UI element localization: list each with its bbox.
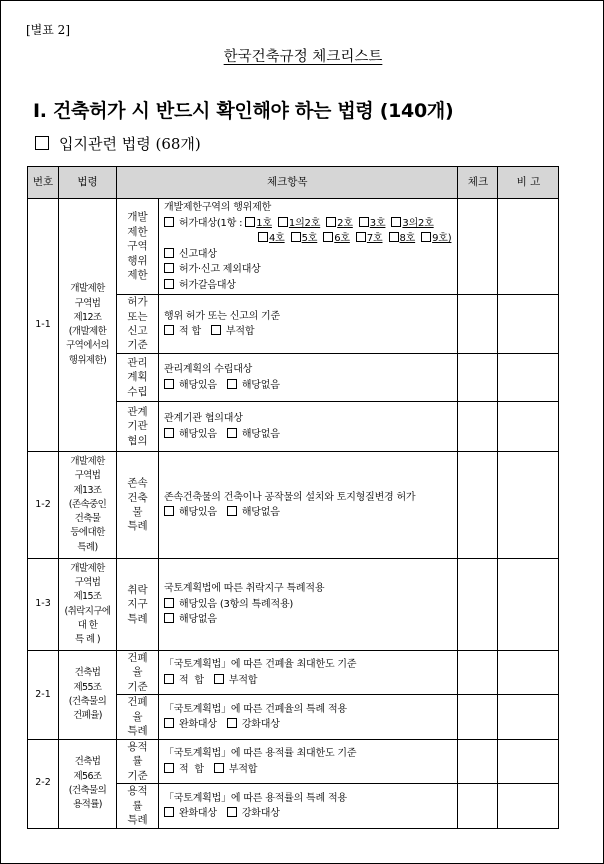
sub-label-line: 특례	[127, 725, 148, 738]
checkbox[interactable]	[291, 232, 301, 242]
option-line	[164, 325, 457, 339]
sub-label-line: 기준	[127, 680, 148, 693]
checkbox[interactable]	[164, 325, 174, 335]
table-row	[28, 199, 559, 295]
sub-label-line: 제한	[127, 269, 148, 282]
sub-label-line: 기준	[127, 339, 148, 352]
permit-option: 9호)	[432, 233, 452, 244]
permit-option: 1호	[256, 217, 272, 229]
law-line: 행위제한)	[68, 354, 107, 366]
table-row	[28, 559, 559, 651]
law-line: 제12조	[73, 311, 102, 323]
option-label: 허가갈음대상	[179, 279, 236, 291]
law-reference	[59, 452, 117, 559]
sub-category-label	[117, 402, 159, 452]
option-line	[164, 506, 457, 520]
check-item-cell	[159, 402, 458, 452]
law-line: 개발제한	[70, 562, 105, 574]
check-item-heading: 국토계획법에 따른 취락지구 특례적용	[164, 583, 325, 595]
checkbox[interactable]	[326, 217, 336, 227]
sub-label-line: 개발	[127, 211, 148, 224]
option-line	[164, 379, 457, 393]
law-line: (개발제한	[68, 326, 107, 337]
sub-label-line: 계획	[127, 371, 148, 384]
sub-label-line: 건축	[127, 491, 148, 504]
sub-label-line: 기준	[127, 769, 148, 782]
law-line: 건축법	[74, 756, 101, 768]
law-line: (건축물의	[68, 695, 107, 707]
permit-option: 6호	[334, 233, 350, 244]
option-label: 해당없음	[241, 428, 280, 440]
sub-label-line: 건폐	[127, 652, 148, 664]
law-reference	[59, 651, 117, 740]
checkbox[interactable]	[391, 217, 401, 227]
law-line: 제56조	[73, 770, 102, 782]
option-label: 적 합	[179, 763, 204, 775]
sub-label-line: 율	[132, 710, 143, 723]
permit-option: 4호	[269, 233, 285, 244]
sub-category-label	[117, 695, 159, 739]
option-label: 해당있음	[179, 379, 217, 391]
header-no: 번호	[28, 167, 59, 199]
check-cell[interactable]	[458, 199, 498, 295]
option-label: 부적합	[228, 674, 258, 686]
row-number: 2-1	[28, 651, 59, 740]
checkbox[interactable]	[227, 379, 237, 389]
option-line	[164, 674, 457, 688]
checkbox[interactable]	[164, 763, 174, 773]
checkbox[interactable]	[227, 718, 237, 728]
check-item-heading: 개발제한구역의 행위제한	[164, 202, 272, 213]
option-label: 해당있음 (3항의 특례적용)	[179, 598, 294, 610]
checkbox[interactable]	[211, 325, 221, 335]
row-number: 1-1	[28, 199, 59, 452]
checkbox[interactable]	[323, 232, 333, 242]
checkbox[interactable]	[164, 248, 174, 258]
sub-label-line: 관계	[127, 405, 148, 418]
remarks-cell[interactable]	[498, 402, 559, 452]
option-line	[164, 763, 457, 777]
law-reference	[59, 739, 117, 828]
option-line	[164, 807, 457, 821]
law-line: 건폐율)	[73, 710, 102, 722]
sub-label-line: 특례	[127, 520, 148, 533]
sub-label-line: 특례	[127, 612, 148, 625]
option-label: 완화대상	[179, 808, 217, 820]
checkbox[interactable]	[389, 232, 399, 242]
check-cell[interactable]	[458, 559, 498, 651]
sub-category-label	[117, 199, 159, 295]
check-item-heading: 「국토계획법」에 따른 건폐율의 특례 적용	[164, 703, 347, 715]
law-line: 용적률)	[73, 799, 102, 811]
law-line: 제55조	[73, 681, 102, 693]
check-item-cell	[159, 784, 458, 828]
option-label: 강화대상	[241, 719, 280, 731]
permit-option: 8호	[399, 233, 416, 244]
sub-category-label	[117, 784, 159, 828]
check-cell[interactable]	[458, 402, 498, 452]
remarks-cell[interactable]	[498, 295, 559, 354]
remarks-cell[interactable]	[498, 199, 559, 295]
check-item-cell	[159, 452, 458, 559]
law-line: 구역법	[74, 470, 101, 482]
sub-label-line: 물	[132, 506, 143, 518]
check-item-cell	[159, 739, 458, 783]
law-line: 대 한	[77, 619, 98, 631]
checkbox[interactable]	[356, 232, 366, 242]
remarks-cell[interactable]	[498, 354, 559, 402]
law-line: (건축물의	[68, 784, 107, 796]
checkbox[interactable]	[164, 807, 174, 817]
option-label: 부적합	[225, 326, 255, 337]
option-label: 강화대상	[241, 808, 280, 820]
square-bullet-icon	[35, 136, 49, 150]
table-row	[28, 739, 559, 783]
sub-label-line: 관리	[127, 356, 148, 369]
checkbox[interactable]	[164, 598, 174, 608]
law-reference	[59, 559, 117, 651]
permit-option: 2호	[337, 217, 353, 229]
check-item-heading: 행위 허가 또는 신고의 기준	[164, 310, 280, 322]
check-cell[interactable]	[458, 739, 498, 783]
sub-label-line: 건폐	[127, 696, 148, 709]
option-line	[164, 598, 457, 612]
checkbox[interactable]	[164, 613, 174, 623]
law-line: (존속중인	[68, 498, 107, 510]
checkbox[interactable]	[164, 428, 174, 438]
checkbox[interactable]	[258, 232, 268, 242]
sub-category-label	[117, 651, 159, 695]
option-label: 허가·신고 제외대상	[179, 264, 261, 275]
table-row	[28, 452, 559, 559]
sub-label-line: 용적	[127, 785, 148, 798]
checkbox[interactable]	[164, 674, 174, 684]
checkbox[interactable]	[421, 232, 431, 242]
option-label: 해당있음	[179, 428, 217, 440]
option-line	[164, 613, 457, 627]
remarks-cell[interactable]	[498, 651, 559, 695]
law-line: 건축법	[74, 667, 101, 679]
table-row	[28, 651, 559, 695]
check-cell[interactable]	[458, 452, 498, 559]
option-line	[164, 263, 457, 277]
law-line: 개발제한	[70, 283, 105, 295]
check-item-heading: 관계기관 협의대상	[164, 413, 243, 424]
row-number: 2-2	[28, 739, 59, 828]
remarks-cell[interactable]	[498, 695, 559, 739]
check-cell[interactable]	[458, 651, 498, 695]
header-check: 체크	[458, 167, 498, 199]
check-item-cell	[159, 354, 458, 402]
row-number: 1-3	[28, 559, 59, 651]
document-title: 한국건축규정 체크리스트	[223, 49, 383, 65]
check-item-cell	[159, 295, 458, 354]
permit-option: 1의2호	[288, 217, 321, 229]
permit-label: 허가대상(1항 :	[179, 217, 246, 229]
sub-label-line: 허가	[127, 296, 148, 309]
law-line: 특례)	[77, 541, 98, 553]
sub-label-line: 구역	[127, 240, 148, 253]
sub-category-label	[117, 354, 159, 402]
row-number: 1-2	[28, 452, 59, 559]
check-cell[interactable]	[458, 295, 498, 354]
header-law: 법령	[59, 167, 117, 199]
checkbox[interactable]	[227, 807, 237, 817]
header-remarks: 비 고	[498, 167, 559, 199]
checkbox[interactable]	[164, 263, 174, 273]
check-item-heading: 「국토계획법」에 따른 용적률의 특례 적용	[164, 792, 347, 804]
check-cell[interactable]	[458, 354, 498, 402]
sub-label-line: 률	[132, 755, 143, 768]
sub-label-line: 신고	[127, 325, 148, 337]
checkbox[interactable]	[164, 506, 174, 516]
permit-option: 3의2호	[402, 217, 434, 229]
sub-category-label	[117, 739, 159, 783]
sub-label-line: 특례	[127, 814, 148, 827]
law-reference	[59, 199, 117, 452]
sub-label-line: 률	[132, 799, 143, 812]
sub-label-line: 협의	[127, 434, 148, 447]
checkbox[interactable]	[227, 428, 237, 438]
option-label: 해당없음	[241, 507, 280, 518]
checkbox[interactable]	[278, 217, 288, 227]
option-label: 적 합	[179, 326, 201, 337]
check-item-heading: 「국토계획법」에 따른 건폐율 최대한도 기준	[164, 659, 357, 671]
sub-label-line: 수립	[127, 385, 148, 398]
permit-option: 3호	[369, 217, 386, 229]
check-item-cell	[159, 199, 458, 295]
checkbox[interactable]	[164, 217, 174, 227]
option-label: 해당없음	[179, 614, 217, 626]
sub-label-line: 기관	[127, 420, 148, 433]
remarks-cell[interactable]	[498, 559, 559, 651]
checklist-table	[27, 166, 559, 829]
sub-category-label	[117, 559, 159, 651]
law-line: 건축물	[74, 513, 101, 525]
subsection-title: 입지관련 법령 (68개)	[35, 133, 201, 154]
option-label: 적 합	[179, 674, 204, 686]
option-line	[164, 279, 457, 293]
sub-label-line: 행위	[127, 254, 148, 267]
law-line: 특 례 )	[74, 634, 101, 645]
sub-label-line: 또는	[127, 310, 148, 323]
sub-label-line: 제한	[127, 225, 148, 238]
check-cell[interactable]	[458, 784, 498, 828]
law-line: 제13조	[73, 484, 102, 496]
header-check-item: 체크항목	[117, 167, 458, 199]
checkbox[interactable]	[214, 763, 224, 773]
option-label: 부적합	[228, 763, 258, 775]
sub-label-line: 지구	[127, 598, 148, 611]
option-label: 완화대상	[179, 719, 217, 731]
option-line	[164, 428, 457, 442]
sub-category-label	[117, 452, 159, 559]
law-line: (취락지구에	[64, 605, 111, 617]
section-title: Ⅰ. 건축허가 시 반드시 확인해야 하는 법령 (140개)	[33, 100, 454, 122]
law-line: 개발제한	[70, 456, 105, 468]
option-label: 신고대상	[179, 248, 217, 260]
check-item-cell	[159, 651, 458, 695]
check-item-heading: 관리계획의 수립대상	[164, 364, 253, 375]
option-line	[164, 718, 457, 732]
checkbox[interactable]	[164, 379, 174, 389]
sub-label-line: 존속	[127, 477, 148, 490]
annex-label: [별표 2]	[26, 23, 70, 37]
remarks-cell[interactable]	[498, 452, 559, 559]
law-line: 제15조	[73, 591, 102, 603]
law-line: 구역법	[74, 577, 101, 588]
checkbox[interactable]	[164, 718, 174, 728]
checkbox[interactable]	[164, 279, 174, 289]
permit-option: 5호	[301, 233, 318, 244]
permit-target-options-cont	[164, 232, 457, 246]
check-cell[interactable]	[458, 695, 498, 739]
sub-label-line: 취락	[127, 583, 148, 596]
sub-label-line: 용적	[127, 740, 148, 753]
check-item-heading: 존속건축물의 건축이나 공작물의 설치와 토지형질변경 허가	[164, 491, 416, 503]
law-line: 구역법	[74, 297, 101, 309]
check-item-cell	[159, 559, 458, 651]
sub-label-line: 율	[132, 666, 143, 679]
remarks-cell[interactable]	[498, 784, 559, 828]
check-item-cell	[159, 695, 458, 739]
checkbox[interactable]	[214, 674, 224, 684]
option-label: 해당있음	[179, 507, 217, 518]
option-line	[164, 248, 457, 262]
remarks-cell[interactable]	[498, 739, 559, 783]
law-line: 구역에서의	[66, 340, 109, 352]
table-header-row	[28, 167, 559, 199]
check-item-heading: 「국토계획법」에 따른 용적률 최대한도 기준	[164, 748, 357, 760]
permit-target-options	[164, 217, 457, 231]
checkbox[interactable]	[245, 217, 255, 227]
checkbox[interactable]	[359, 217, 369, 227]
permit-option: 7호	[366, 233, 383, 244]
law-line: 등에대한	[70, 527, 105, 539]
checkbox[interactable]	[227, 506, 237, 516]
sub-category-label	[117, 295, 159, 354]
option-label: 해당없음	[241, 379, 280, 391]
